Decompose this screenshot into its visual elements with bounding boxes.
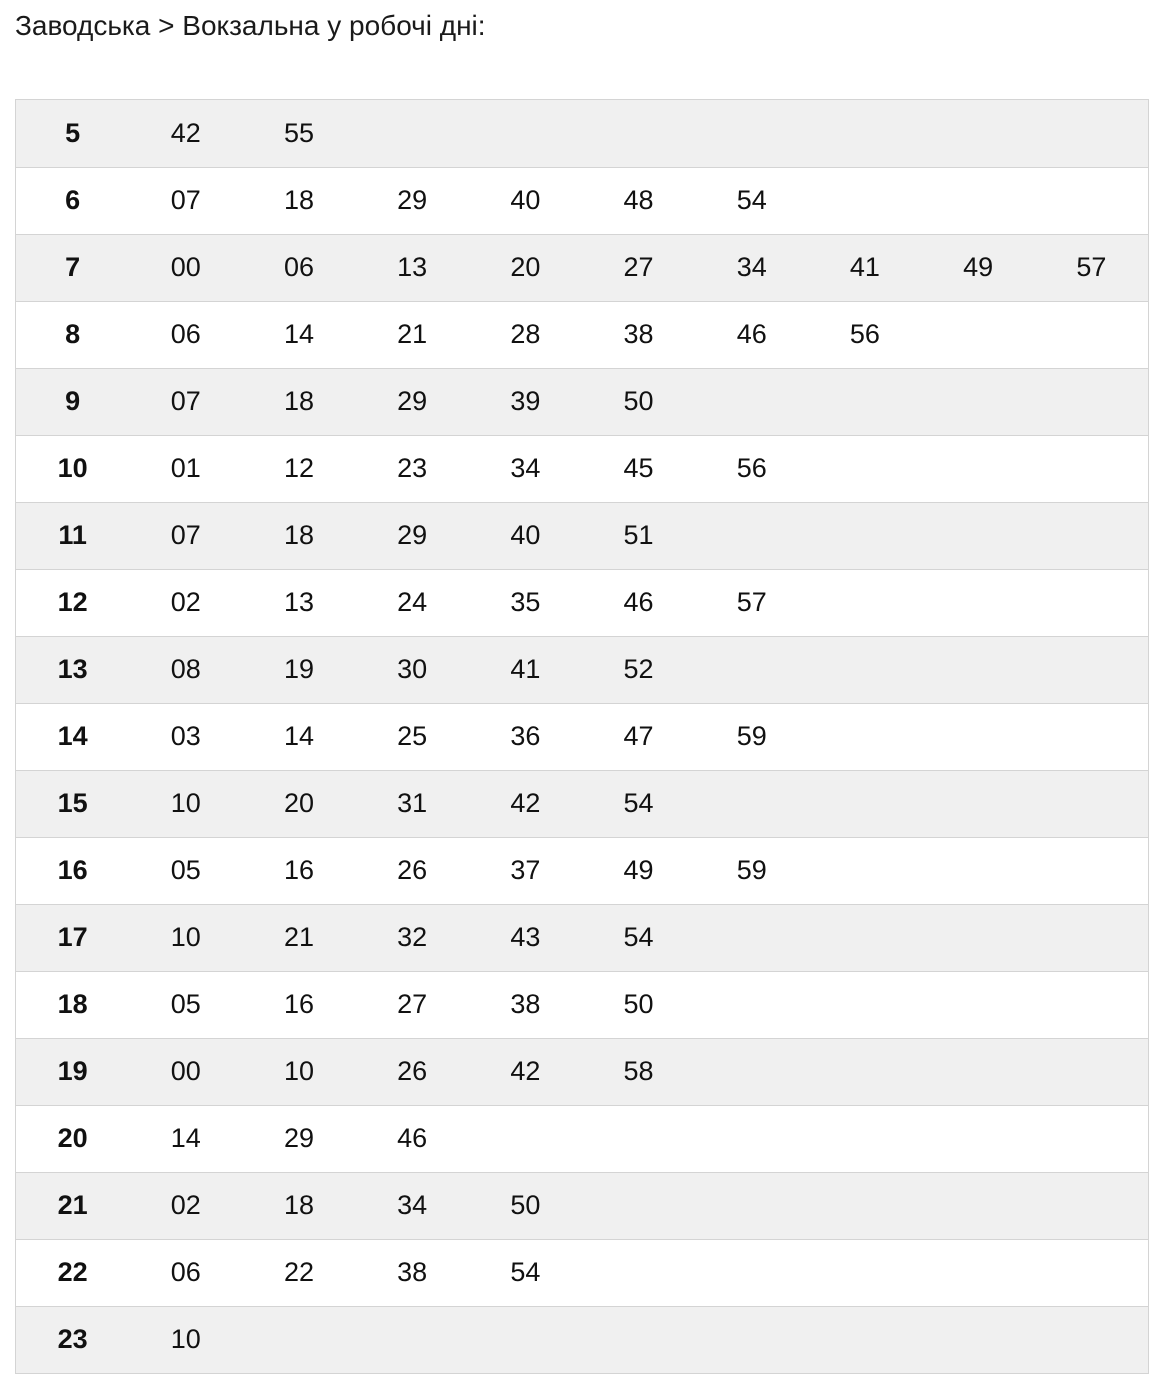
table-row [16, 636, 1148, 703]
minute-cell: 22 [242, 1239, 355, 1306]
minute-cell: 16 [242, 971, 355, 1038]
minute-cell: 56 [695, 435, 808, 502]
table-row [16, 368, 1148, 435]
minute-cell: 46 [356, 1105, 469, 1172]
table-row [16, 167, 1148, 234]
minute-cell [582, 100, 695, 167]
minute-cell [808, 971, 921, 1038]
minute-cell [1035, 1239, 1148, 1306]
minute-cell: 27 [582, 234, 695, 301]
minute-cell [922, 837, 1035, 904]
minute-cell: 27 [356, 971, 469, 1038]
table-row [16, 1306, 1148, 1373]
minute-cell [922, 167, 1035, 234]
minute-cell [1035, 502, 1148, 569]
minute-cell [808, 435, 921, 502]
minute-cell [695, 636, 808, 703]
timetable-table [16, 100, 1148, 1374]
table-row [16, 837, 1148, 904]
minute-cell: 42 [129, 100, 242, 167]
minute-cell: 43 [469, 904, 582, 971]
minute-cell: 36 [469, 703, 582, 770]
hour-cell: 15 [16, 770, 129, 837]
minute-cell [922, 301, 1035, 368]
minute-cell: 26 [356, 1038, 469, 1105]
minute-cell [1035, 167, 1148, 234]
hour-cell: 23 [16, 1306, 129, 1373]
minute-cell: 31 [356, 770, 469, 837]
minute-cell: 05 [129, 837, 242, 904]
minute-cell [356, 1306, 469, 1373]
table-row [16, 1172, 1148, 1239]
minute-cell: 19 [242, 636, 355, 703]
minute-cell: 07 [129, 167, 242, 234]
minute-cell: 00 [129, 1038, 242, 1105]
hour-cell: 14 [16, 703, 129, 770]
minute-cell: 10 [129, 770, 242, 837]
hour-cell: 20 [16, 1105, 129, 1172]
table-row [16, 502, 1148, 569]
minute-cell [695, 368, 808, 435]
minute-cell [469, 100, 582, 167]
table-row [16, 904, 1148, 971]
minute-cell [808, 368, 921, 435]
minute-cell [695, 1038, 808, 1105]
minute-cell [469, 1306, 582, 1373]
hour-cell: 5 [16, 100, 129, 167]
minute-cell: 21 [356, 301, 469, 368]
minute-cell [808, 770, 921, 837]
minute-cell: 14 [242, 703, 355, 770]
minute-cell: 14 [242, 301, 355, 368]
table-row [16, 100, 1148, 167]
minute-cell [1035, 569, 1148, 636]
minute-cell: 29 [356, 502, 469, 569]
minute-cell: 51 [582, 502, 695, 569]
minute-cell: 40 [469, 502, 582, 569]
minute-cell: 48 [582, 167, 695, 234]
minute-cell: 13 [356, 234, 469, 301]
hour-cell: 13 [16, 636, 129, 703]
minute-cell [242, 1306, 355, 1373]
minute-cell: 39 [469, 368, 582, 435]
minute-cell: 05 [129, 971, 242, 1038]
minute-cell: 57 [1035, 234, 1148, 301]
minute-cell: 06 [242, 234, 355, 301]
minute-cell: 18 [242, 167, 355, 234]
minute-cell: 56 [808, 301, 921, 368]
minute-cell [808, 904, 921, 971]
minute-cell [808, 1239, 921, 1306]
minute-cell: 10 [129, 904, 242, 971]
minute-cell [922, 636, 1035, 703]
minute-cell [922, 703, 1035, 770]
minute-cell: 24 [356, 569, 469, 636]
minute-cell: 50 [582, 368, 695, 435]
minute-cell [808, 703, 921, 770]
hour-cell: 19 [16, 1038, 129, 1105]
minute-cell: 21 [242, 904, 355, 971]
hour-cell: 6 [16, 167, 129, 234]
minute-cell: 59 [695, 703, 808, 770]
minute-cell: 16 [242, 837, 355, 904]
minute-cell: 55 [242, 100, 355, 167]
minute-cell [922, 971, 1035, 1038]
minute-cell [695, 1105, 808, 1172]
table-row [16, 569, 1148, 636]
table-row [16, 703, 1148, 770]
minute-cell: 42 [469, 770, 582, 837]
minute-cell: 26 [356, 837, 469, 904]
minute-cell [922, 100, 1035, 167]
minute-cell [922, 368, 1035, 435]
minute-cell [695, 1239, 808, 1306]
minute-cell [356, 100, 469, 167]
minute-cell: 54 [695, 167, 808, 234]
minute-cell [1035, 100, 1148, 167]
minute-cell: 18 [242, 368, 355, 435]
minute-cell: 25 [356, 703, 469, 770]
minute-cell: 58 [582, 1038, 695, 1105]
minute-cell [695, 770, 808, 837]
minute-cell: 34 [695, 234, 808, 301]
minute-cell: 38 [469, 971, 582, 1038]
minute-cell: 54 [469, 1239, 582, 1306]
minute-cell: 47 [582, 703, 695, 770]
minute-cell: 35 [469, 569, 582, 636]
minute-cell [922, 569, 1035, 636]
minute-cell [582, 1239, 695, 1306]
minute-cell [1035, 770, 1148, 837]
minute-cell: 20 [469, 234, 582, 301]
minute-cell [808, 569, 921, 636]
minute-cell: 29 [242, 1105, 355, 1172]
table-row [16, 234, 1148, 301]
hour-cell: 12 [16, 569, 129, 636]
minute-cell: 45 [582, 435, 695, 502]
minute-cell: 02 [129, 569, 242, 636]
minute-cell [922, 1239, 1035, 1306]
table-row [16, 1239, 1148, 1306]
minute-cell [1035, 1105, 1148, 1172]
minute-cell: 46 [695, 301, 808, 368]
minute-cell: 34 [356, 1172, 469, 1239]
minute-cell: 52 [582, 636, 695, 703]
hour-cell: 9 [16, 368, 129, 435]
hour-cell: 21 [16, 1172, 129, 1239]
minute-cell: 54 [582, 770, 695, 837]
minute-cell [808, 1172, 921, 1239]
minute-cell [695, 1172, 808, 1239]
minute-cell [695, 971, 808, 1038]
minute-cell: 02 [129, 1172, 242, 1239]
minute-cell: 49 [582, 837, 695, 904]
minute-cell: 07 [129, 502, 242, 569]
table-row [16, 770, 1148, 837]
minute-cell: 41 [469, 636, 582, 703]
minute-cell [922, 1038, 1035, 1105]
minute-cell [695, 100, 808, 167]
minute-cell: 20 [242, 770, 355, 837]
minute-cell [582, 1172, 695, 1239]
minute-cell: 49 [922, 234, 1035, 301]
page-title: Заводська > Вокзальна у робочі дні: [15, 10, 486, 41]
table-row [16, 1105, 1148, 1172]
minute-cell: 23 [356, 435, 469, 502]
minute-cell [695, 1306, 808, 1373]
minute-cell [1035, 301, 1148, 368]
hour-cell: 10 [16, 435, 129, 502]
minute-cell [808, 636, 921, 703]
minute-cell: 00 [129, 234, 242, 301]
table-row [16, 971, 1148, 1038]
minute-cell: 57 [695, 569, 808, 636]
minute-cell: 41 [808, 234, 921, 301]
minute-cell: 07 [129, 368, 242, 435]
minute-cell: 42 [469, 1038, 582, 1105]
minute-cell [1035, 636, 1148, 703]
minute-cell [1035, 368, 1148, 435]
timetable-body [16, 100, 1148, 1373]
hour-cell: 18 [16, 971, 129, 1038]
minute-cell [1035, 1306, 1148, 1373]
minute-cell: 18 [242, 502, 355, 569]
table-row [16, 435, 1148, 502]
minute-cell [695, 904, 808, 971]
minute-cell [1035, 971, 1148, 1038]
minute-cell [808, 502, 921, 569]
timetable [15, 99, 1149, 1374]
minute-cell [1035, 1038, 1148, 1105]
minute-cell: 10 [129, 1306, 242, 1373]
hour-cell: 8 [16, 301, 129, 368]
hour-cell: 22 [16, 1239, 129, 1306]
minute-cell [808, 167, 921, 234]
minute-cell: 32 [356, 904, 469, 971]
minute-cell [922, 1172, 1035, 1239]
table-row [16, 301, 1148, 368]
minute-cell [1035, 435, 1148, 502]
hour-cell: 17 [16, 904, 129, 971]
minute-cell [1035, 1172, 1148, 1239]
minute-cell: 06 [129, 1239, 242, 1306]
minute-cell: 38 [356, 1239, 469, 1306]
minute-cell [695, 502, 808, 569]
minute-cell [922, 1306, 1035, 1373]
hour-cell: 11 [16, 502, 129, 569]
minute-cell: 30 [356, 636, 469, 703]
minute-cell: 40 [469, 167, 582, 234]
minute-cell: 50 [469, 1172, 582, 1239]
minute-cell: 29 [356, 167, 469, 234]
minute-cell [808, 1306, 921, 1373]
minute-cell [1035, 837, 1148, 904]
minute-cell [922, 904, 1035, 971]
hour-cell: 7 [16, 234, 129, 301]
minute-cell: 59 [695, 837, 808, 904]
hour-cell: 16 [16, 837, 129, 904]
minute-cell: 54 [582, 904, 695, 971]
minute-cell: 08 [129, 636, 242, 703]
minute-cell [922, 502, 1035, 569]
minute-cell [808, 1105, 921, 1172]
minute-cell [922, 1105, 1035, 1172]
minute-cell [808, 1038, 921, 1105]
minute-cell: 37 [469, 837, 582, 904]
minute-cell: 46 [582, 569, 695, 636]
table-row [16, 1038, 1148, 1105]
minute-cell: 13 [242, 569, 355, 636]
minute-cell [582, 1306, 695, 1373]
minute-cell: 38 [582, 301, 695, 368]
minute-cell [922, 770, 1035, 837]
minute-cell [469, 1105, 582, 1172]
minute-cell: 01 [129, 435, 242, 502]
minute-cell: 06 [129, 301, 242, 368]
minute-cell: 14 [129, 1105, 242, 1172]
minute-cell [1035, 703, 1148, 770]
minute-cell: 18 [242, 1172, 355, 1239]
minute-cell: 29 [356, 368, 469, 435]
minute-cell: 50 [582, 971, 695, 1038]
minute-cell: 10 [242, 1038, 355, 1105]
minute-cell: 28 [469, 301, 582, 368]
minute-cell [808, 837, 921, 904]
minute-cell [922, 435, 1035, 502]
minute-cell: 03 [129, 703, 242, 770]
minute-cell [1035, 904, 1148, 971]
minute-cell [808, 100, 921, 167]
minute-cell [582, 1105, 695, 1172]
minute-cell: 12 [242, 435, 355, 502]
minute-cell: 34 [469, 435, 582, 502]
